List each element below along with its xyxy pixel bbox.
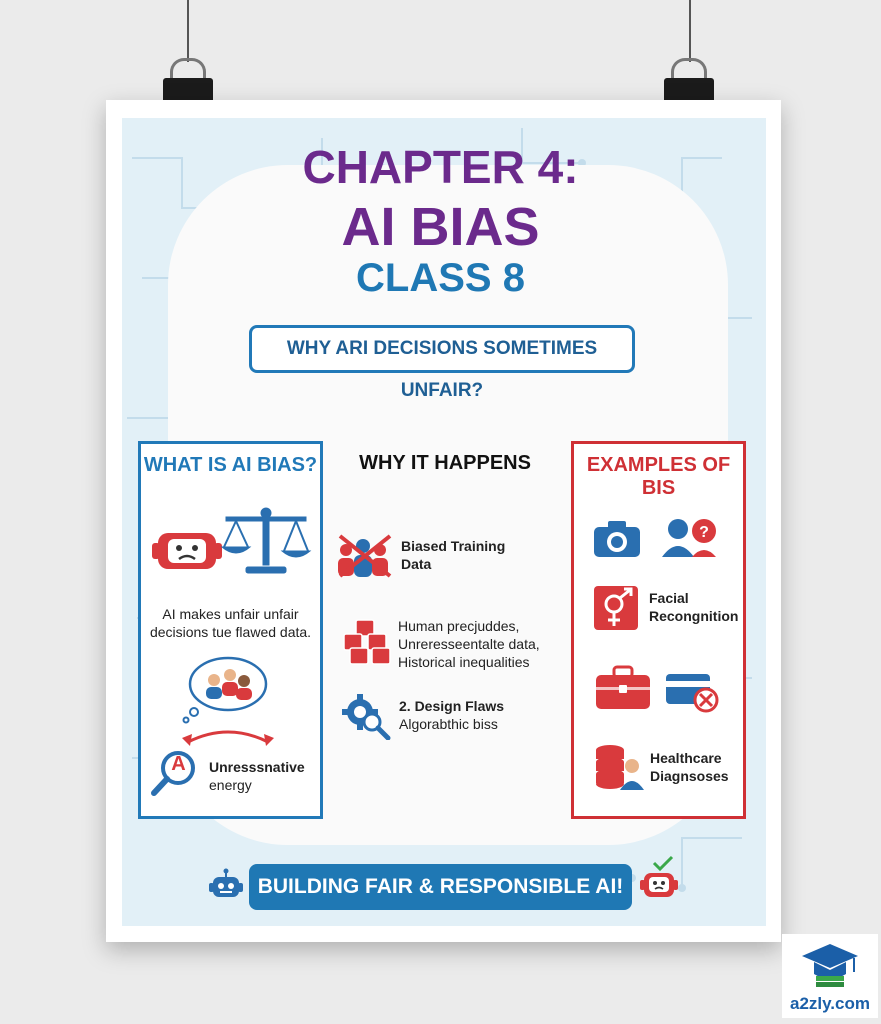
left-wire (187, 0, 189, 62)
middle-item2-line2: Unreresseentalte data, (398, 636, 540, 652)
blue-robot-icon (208, 868, 244, 904)
crossed-out-people-icon (334, 532, 396, 580)
left-item-text (209, 758, 319, 794)
design-flaws-text (399, 697, 549, 733)
graduation-cap-icon (800, 940, 860, 990)
briefcase-icon (594, 665, 652, 711)
people-thought-bubble-icon (180, 656, 270, 724)
middle-item1-line1: Biased Training (401, 538, 506, 554)
building-fair-ai-banner: BUILDING FAIR & RESPONSIBLE AI! (249, 864, 632, 910)
chapter-heading: CHAPTER 4: (302, 141, 579, 193)
right-item1-line2: Recongnition (649, 608, 739, 624)
middle-item3-line1: 2. Design Flaws (399, 698, 505, 714)
middle-item1-line2: Data (401, 556, 432, 572)
right-item2-line2: Diagnsoses (650, 768, 729, 784)
scales-of-justice-icon (220, 507, 312, 575)
magnifier-letter: A (171, 753, 186, 775)
a2zly-logo-text: a2zly.com (789, 994, 870, 1013)
right-item2-line1: Healthcare (650, 750, 722, 766)
ai-bias-definition-line2: decisions tue flawed data. (149, 624, 312, 640)
svg-text:?: ? (699, 524, 709, 541)
middle-item2-line3: Historical inequalities (398, 654, 530, 670)
gender-symbols-icon (594, 586, 638, 630)
class-label: CLASS 8 (356, 256, 525, 300)
examples-title: EXAMPLES OF BIS (586, 454, 731, 499)
blocked-card-icon (664, 670, 722, 716)
person-question-icon (660, 515, 720, 559)
healthcare-diagnoses-text (650, 749, 740, 785)
why-it-happens-title: WHY IT HAPPENS (359, 452, 531, 474)
left-item-line1: Unresssnative (209, 759, 305, 775)
database-doctor-icon (592, 740, 646, 790)
poster-title: AI BIAS (341, 197, 540, 257)
gear-search-icon (340, 692, 392, 740)
human-prejudices-text (398, 617, 558, 671)
what-is-ai-bias-title: WHAT IS AI BIAS? (143, 454, 318, 476)
middle-item3-line2: Algorabthic biss (399, 716, 498, 732)
sad-robot-icon (152, 525, 222, 575)
question-box: WHY ARI DECISIONS SOMETIMES UNFAIR? (249, 325, 635, 373)
right-wire (689, 0, 691, 62)
red-robot-check-icon (638, 855, 680, 903)
left-item-line2: energy (209, 777, 252, 793)
right-item1-line1: Facial (649, 590, 689, 606)
middle-item2-line1: Human precjuddes, (398, 618, 520, 634)
biased-training-data-text (401, 537, 551, 573)
camera-icon (592, 519, 642, 559)
ai-bias-definition (140, 605, 321, 641)
curved-arrows-icon (180, 724, 276, 750)
data-cubes-icon (340, 618, 392, 666)
a2zly-logo (782, 934, 878, 1018)
facial-recognition-text (649, 589, 744, 625)
ai-bias-definition-line1: AI makes unfair unfair (162, 606, 299, 622)
